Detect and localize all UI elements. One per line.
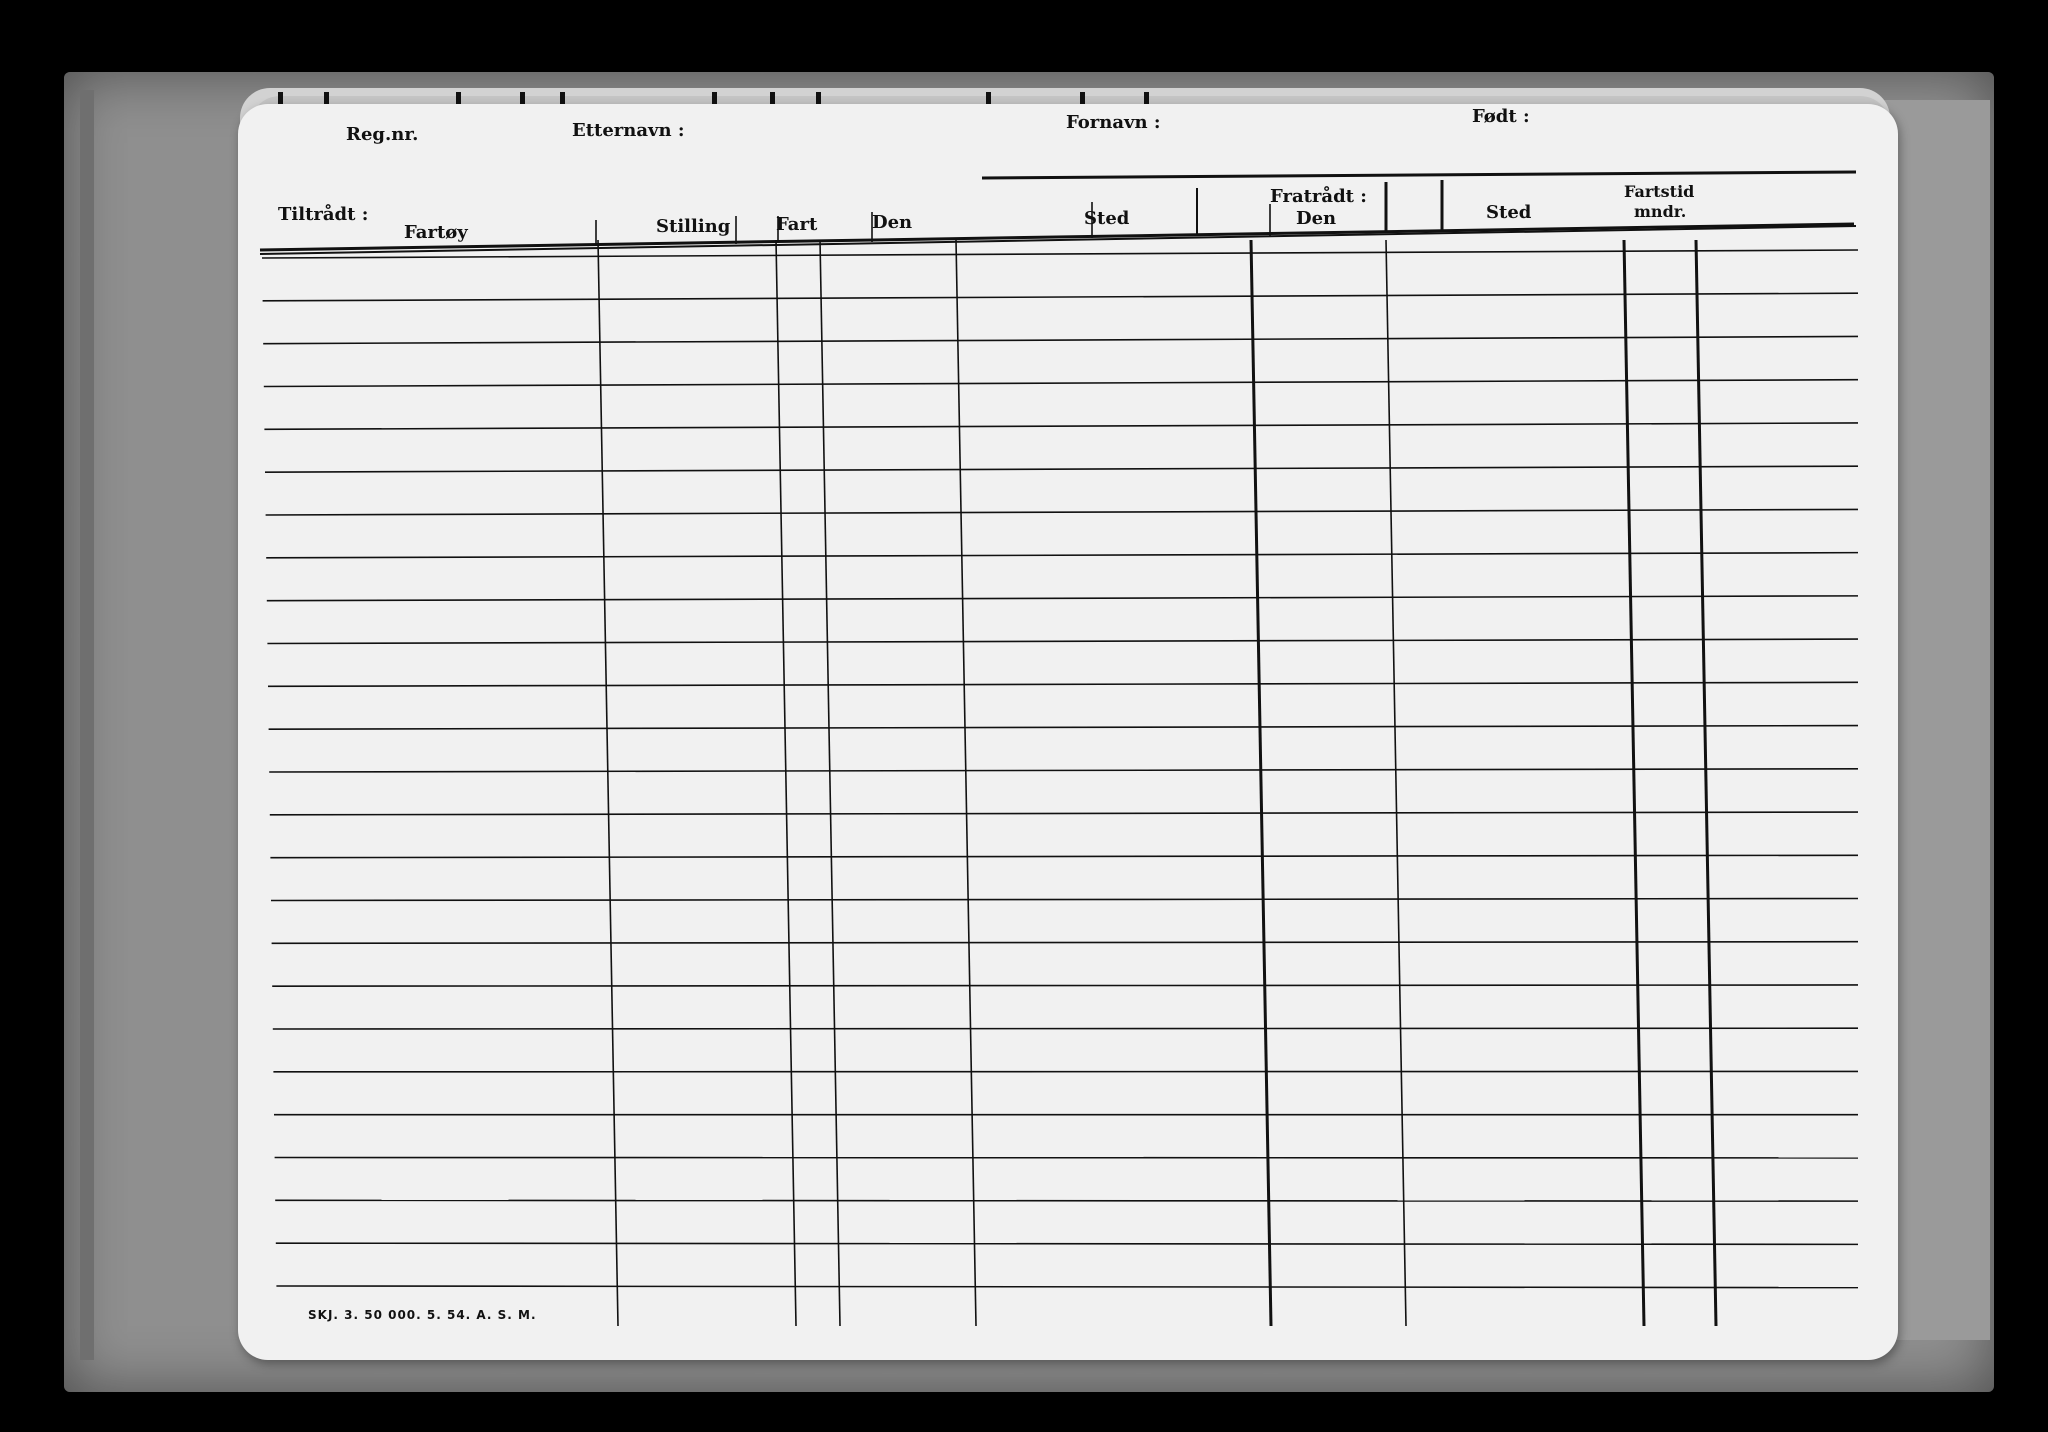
row-line <box>266 509 1858 515</box>
sted-tiltradt-header: Sted <box>1084 208 1130 229</box>
column-line <box>1386 240 1406 1326</box>
form-print-code: SKJ. 3. 50 000. 5. 54. A. S. M. <box>308 1308 537 1322</box>
mndr-header: mndr. <box>1634 202 1687 221</box>
fart-header: Fart <box>776 214 818 235</box>
row-line <box>267 596 1858 601</box>
row-line <box>263 336 1858 343</box>
fodt-label: Født : <box>1472 106 1530 127</box>
sted-fratradt-header: Sted <box>1486 202 1532 223</box>
row-line <box>269 726 1858 730</box>
row-line <box>276 1286 1858 1288</box>
fratradt-label: Fratrådt : <box>1270 186 1367 207</box>
fartstid-header: Fartstid <box>1624 182 1695 201</box>
tiltradt-label: Tiltrådt : <box>278 204 369 225</box>
folder-spine <box>80 90 94 1360</box>
column-lines <box>238 104 1716 1326</box>
column-line <box>956 240 976 1326</box>
column-line <box>1696 240 1716 1326</box>
row-line <box>270 812 1858 815</box>
row-line <box>269 769 1858 772</box>
row-line <box>276 1243 1858 1244</box>
row-line <box>273 1028 1858 1029</box>
row-lines <box>262 250 1858 1288</box>
column-line <box>820 240 840 1326</box>
stilling-header: Stilling <box>656 216 731 237</box>
row-line <box>264 423 1858 429</box>
column-line <box>1624 240 1644 1326</box>
den-fratradt-header: Den <box>1296 208 1337 229</box>
row-line <box>266 553 1858 558</box>
row-line <box>267 639 1858 643</box>
fornavn-label: Fornavn : <box>1066 112 1161 133</box>
den-tiltradt-header: Den <box>872 212 913 233</box>
row-line <box>271 899 1858 901</box>
column-line <box>776 240 796 1326</box>
header-rules <box>260 172 1856 254</box>
column-line <box>598 240 618 1326</box>
crew-register-card <box>238 104 1898 1360</box>
form-grid <box>238 104 1898 1360</box>
row-line <box>270 855 1858 857</box>
row-line <box>275 1200 1858 1201</box>
row-line <box>263 293 1858 301</box>
row-line <box>264 380 1858 387</box>
reg-nr-label: Reg.nr. <box>346 124 419 145</box>
row-line <box>262 250 1858 258</box>
etternavn-label: Etternavn : <box>572 120 685 141</box>
row-line <box>272 942 1858 944</box>
row-line <box>268 682 1858 686</box>
row-line <box>272 985 1858 986</box>
column-line <box>1251 240 1271 1326</box>
row-line <box>265 466 1858 472</box>
fartoy-header: Fartøy <box>404 222 468 243</box>
